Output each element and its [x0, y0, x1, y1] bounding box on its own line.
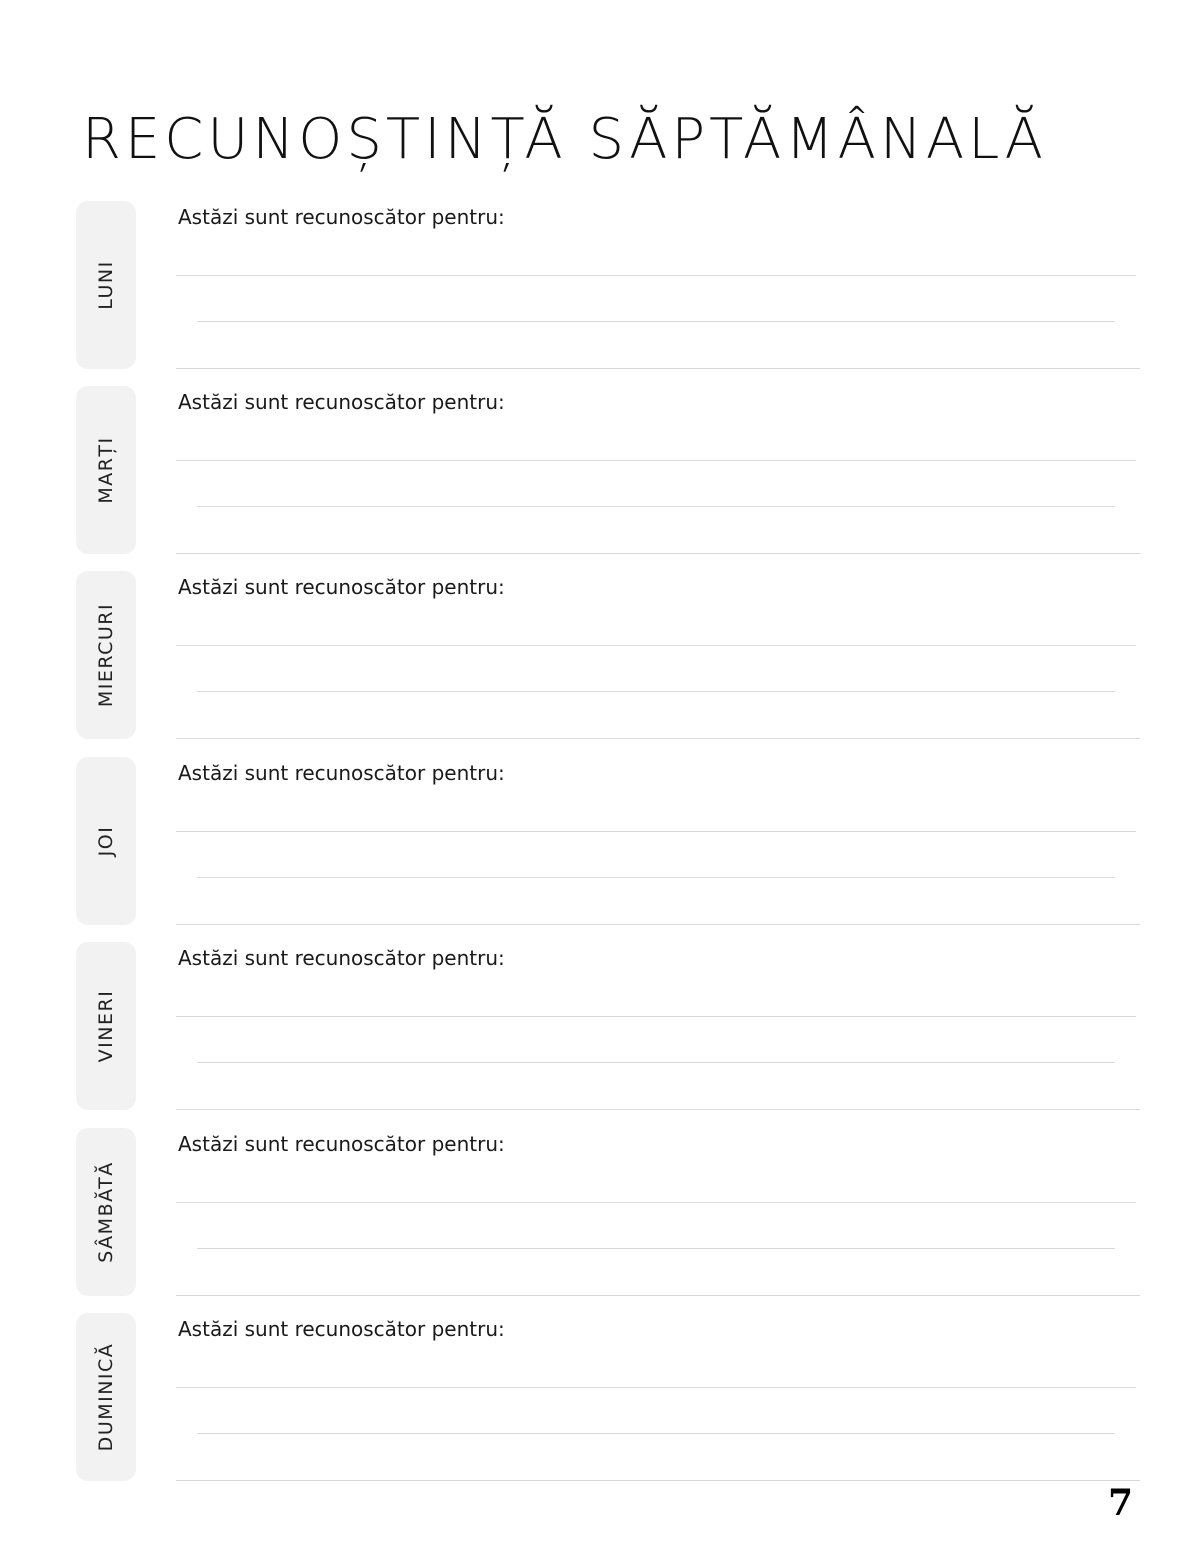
writing-line[interactable]: [176, 460, 1136, 461]
gratitude-prompt: Astăzi sunt recunoscător pentru:: [178, 205, 505, 229]
page-title: RECUNOȘTINȚĂ SĂPTĂMÂNALĂ: [82, 107, 1047, 172]
day-section-vineri: [0, 942, 1200, 1112]
writing-line[interactable]: [176, 738, 1140, 739]
writing-line[interactable]: [176, 645, 1136, 646]
writing-line[interactable]: [176, 1109, 1140, 1110]
writing-line[interactable]: [176, 1295, 1140, 1296]
day-tab: [76, 386, 136, 554]
writing-line[interactable]: [197, 877, 1115, 878]
writing-line[interactable]: [176, 553, 1140, 554]
day-tab: [76, 757, 136, 925]
writing-line[interactable]: [176, 275, 1136, 276]
gratitude-prompt: Astăzi sunt recunoscător pentru:: [178, 761, 505, 785]
day-tab: [76, 1128, 136, 1296]
writing-line[interactable]: [176, 1202, 1136, 1203]
writing-line[interactable]: [176, 924, 1140, 925]
day-label: VINERI: [95, 989, 117, 1063]
page-number: 7: [1108, 1482, 1134, 1524]
gratitude-prompt: Astăzi sunt recunoscător pentru:: [178, 946, 505, 970]
day-section-duminica: [0, 1313, 1200, 1483]
day-label: LUNI: [95, 260, 117, 310]
day-tab: [76, 1313, 136, 1481]
writing-line[interactable]: [176, 1480, 1140, 1481]
writing-line[interactable]: [176, 831, 1136, 832]
gratitude-prompt: Astăzi sunt recunoscător pentru:: [178, 575, 505, 599]
day-tab: [76, 571, 136, 739]
writing-line[interactable]: [197, 1248, 1115, 1249]
writing-line[interactable]: [197, 691, 1115, 692]
gratitude-prompt: Astăzi sunt recunoscător pentru:: [178, 390, 505, 414]
day-section-miercuri: [0, 571, 1200, 741]
gratitude-prompt: Astăzi sunt recunoscător pentru:: [178, 1132, 505, 1156]
day-tab: [76, 942, 136, 1110]
day-label: SÂMBĂTĂ: [95, 1161, 117, 1263]
day-section-luni: [0, 201, 1200, 371]
day-label: JOI: [95, 825, 117, 857]
gratitude-prompt: Astăzi sunt recunoscător pentru:: [178, 1317, 505, 1341]
day-section-joi: [0, 757, 1200, 927]
writing-line[interactable]: [176, 1387, 1136, 1388]
writing-line[interactable]: [176, 1016, 1136, 1017]
day-label: MARȚI: [95, 436, 117, 504]
writing-line[interactable]: [197, 1433, 1115, 1434]
writing-line[interactable]: [197, 506, 1115, 507]
day-label: DUMINICĂ: [95, 1342, 117, 1452]
day-section-marti: [0, 386, 1200, 556]
writing-line[interactable]: [197, 321, 1115, 322]
day-label: MIERCURI: [95, 602, 117, 708]
writing-line[interactable]: [176, 368, 1140, 369]
day-section-sambata: [0, 1128, 1200, 1298]
day-tab: [76, 201, 136, 369]
writing-line[interactable]: [197, 1062, 1115, 1063]
